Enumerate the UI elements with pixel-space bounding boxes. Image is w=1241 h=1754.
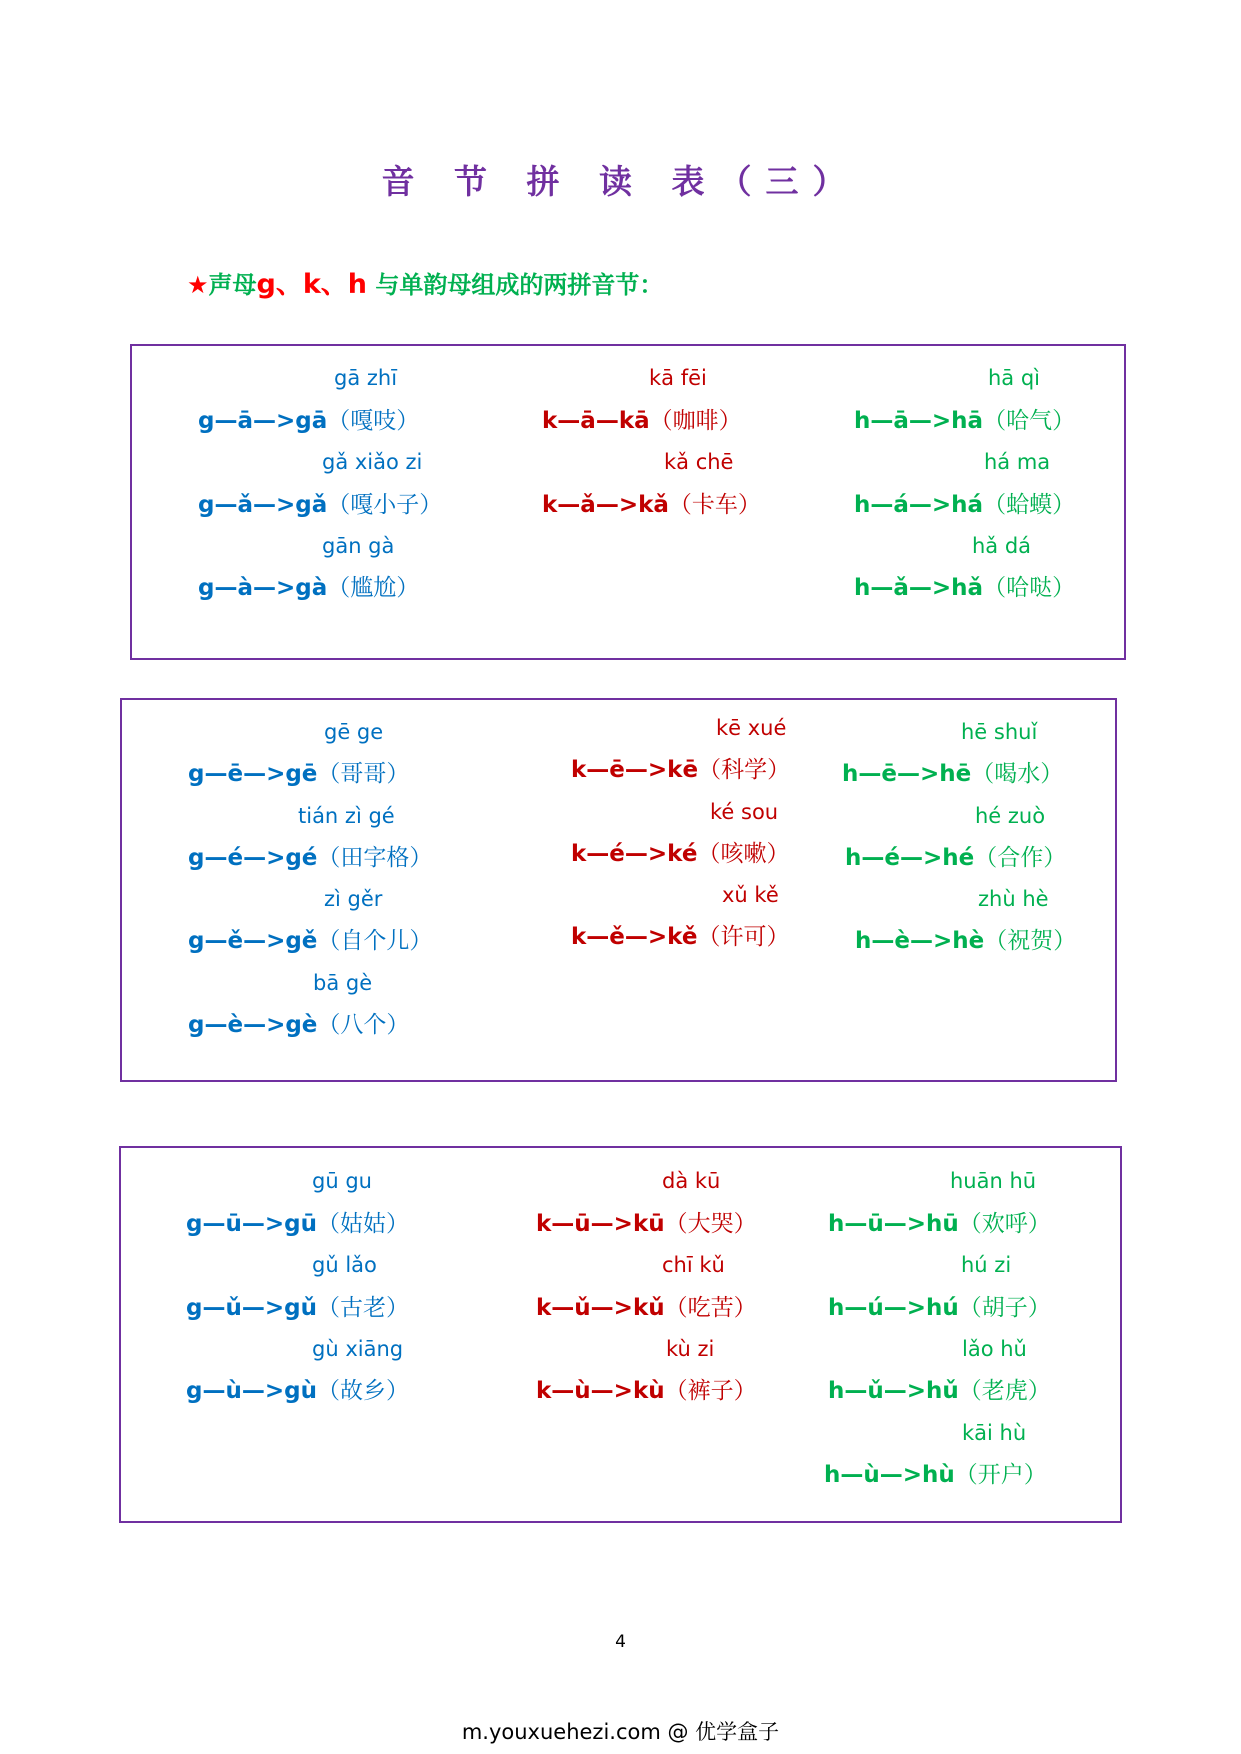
pinyin-hint: gē ge <box>324 720 384 744</box>
spelling-row: h—ù—>hù（开户） <box>824 1462 1047 1488</box>
spelling-row: h—ē—>hē（喝水） <box>842 761 1064 787</box>
spelling-row: h—ǔ—>hǔ（老虎） <box>828 1378 1051 1404</box>
spelling-row: k—ā—kā（咖啡） <box>542 408 742 434</box>
pinyin-hint: gān gà <box>322 534 395 558</box>
star-icon: ★ <box>187 271 209 299</box>
spelling-row: h—è—>hè（祝贺） <box>855 928 1077 954</box>
pinyin-hint: kā fēi <box>649 366 707 390</box>
pinyin-hint: hā qì <box>988 366 1041 390</box>
pinyin-hint: hé zuò <box>975 804 1046 828</box>
pinyin-hint: dà kū <box>662 1169 721 1193</box>
pinyin-hint: zì gěr <box>324 887 383 911</box>
pinyin-hint: gū gu <box>312 1169 372 1193</box>
spelling-row: g—ǔ—>gǔ（古老） <box>186 1295 409 1321</box>
pinyin-hint: gǎ xiǎo zi <box>322 450 423 474</box>
spelling-row: g—à—>gà（尴尬） <box>198 575 420 601</box>
spelling-row: k—ē—>kē（科学） <box>571 757 791 783</box>
spelling-row: g—ū—>gū（姑姑） <box>186 1211 409 1237</box>
pinyin-hint: chī kǔ <box>662 1253 725 1277</box>
heading-letters: g、k、h <box>256 269 368 300</box>
pinyin-hint: zhù hè <box>978 887 1049 911</box>
page-title: 音 节 拼 读 表（三） <box>381 162 860 201</box>
pinyin-hint: hē shuǐ <box>961 720 1038 744</box>
pinyin-hint: ké sou <box>710 800 779 824</box>
spelling-row: g—ā—>gā（嘎吱） <box>198 408 420 434</box>
spelling-row: k—ǎ—>kǎ（卡车） <box>542 492 761 518</box>
heading-prefix: 声母 <box>208 271 257 299</box>
pinyin-hint: tián zì gé <box>298 804 395 828</box>
spelling-row: g—ù—>gù（故乡） <box>186 1378 409 1404</box>
spelling-row: k—é—>ké（咳嗽） <box>571 841 790 867</box>
pinyin-hint: kǎ chē <box>664 450 734 474</box>
pinyin-hint: gā zhī <box>334 366 398 390</box>
spelling-row: k—ū—>kū（大哭） <box>536 1211 757 1237</box>
spelling-row: k—ù—>kù（裤子） <box>536 1378 757 1404</box>
spelling-row: h—ū—>hū（欢呼） <box>828 1211 1051 1237</box>
pinyin-hint: kù zi <box>666 1337 715 1361</box>
spelling-row: g—ē—>gē（哥哥） <box>188 761 410 787</box>
pinyin-hint: xǔ kě <box>722 883 779 907</box>
pinyin-hint: kē xué <box>716 716 787 740</box>
pinyin-hint: lǎo hǔ <box>962 1337 1027 1361</box>
pinyin-hint: gù xiāng <box>312 1337 404 1361</box>
spelling-row: g—è—>gè（八个） <box>188 1012 410 1038</box>
pinyin-hint: hú zi <box>961 1253 1012 1277</box>
spelling-row: g—é—>gé（田字格） <box>188 845 433 871</box>
spelling-row: h—é—>hé（合作） <box>845 845 1067 871</box>
pinyin-hint: hǎ dá <box>972 534 1032 558</box>
spelling-row: h—ǎ—>hǎ（哈哒） <box>854 575 1076 601</box>
spelling-row: h—ú—>hú（胡子） <box>828 1295 1051 1321</box>
section-heading <box>187 262 663 301</box>
page-number: 4 <box>615 1632 626 1652</box>
spelling-row: h—á—>há（蛤蟆） <box>854 492 1076 518</box>
pinyin-hint: há ma <box>984 450 1051 474</box>
pinyin-hint: gǔ lǎo <box>312 1253 377 1277</box>
heading-suffix: 与单韵母组成的两拼音节： <box>367 271 664 299</box>
pinyin-hint: huān hū <box>950 1169 1037 1193</box>
pinyin-hint: kāi hù <box>962 1421 1027 1445</box>
footer-source: m.youxuehezi.com @ 优学盒子 <box>461 1720 780 1744</box>
spelling-row: g—ě—>gě（自个儿） <box>188 928 433 954</box>
pinyin-hint: bā gè <box>313 971 373 995</box>
spelling-row: g—ǎ—>gǎ（嘎小子） <box>198 492 443 518</box>
spelling-row: h—ā—>hā（哈气） <box>854 408 1076 434</box>
spelling-row: k—ě—>kě（许可） <box>571 924 790 950</box>
spelling-row: k—ǔ—>kǔ（吃苦） <box>536 1295 757 1321</box>
